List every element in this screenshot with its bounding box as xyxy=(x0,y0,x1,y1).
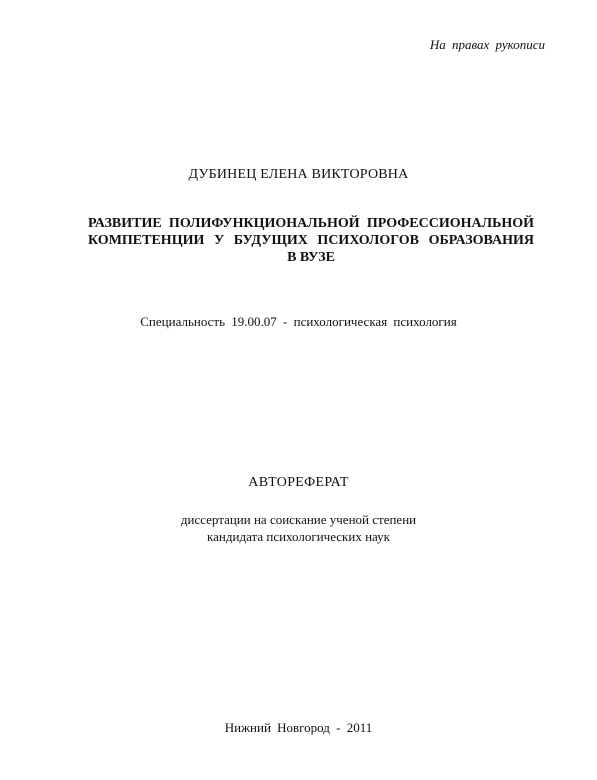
purpose-line: кандидата психологических наук xyxy=(207,529,390,544)
title-line: В ВУЗЕ xyxy=(287,250,335,265)
specialty-line: Специальность 19.00.07 - психологическая психология xyxy=(140,314,457,329)
rights-note: На правах рукописи xyxy=(429,37,545,52)
purpose-line: диссертации на соискание ученой степени xyxy=(180,512,417,527)
document-type: АВТОРЕФЕРАТ xyxy=(248,475,349,490)
title-line: КОМПЕТЕНЦИИ У БУДУЩИХ ПСИХОЛОГОВ ОБРАЗОВАНИЯ xyxy=(88,233,534,248)
degree-purpose xyxy=(0,511,597,545)
author-name: ДУБИНЕЦ ЕЛЕНА ВИКТОРОВНА xyxy=(188,167,409,182)
place-and-year: Нижний Новгород - 2011 xyxy=(224,720,373,735)
dissertation-title xyxy=(88,215,534,266)
title-line: РАЗВИТИЕ ПОЛИФУНКЦИОНАЛЬНОЙ ПРОФЕССИОНАЛЬНОЙ xyxy=(88,216,534,231)
